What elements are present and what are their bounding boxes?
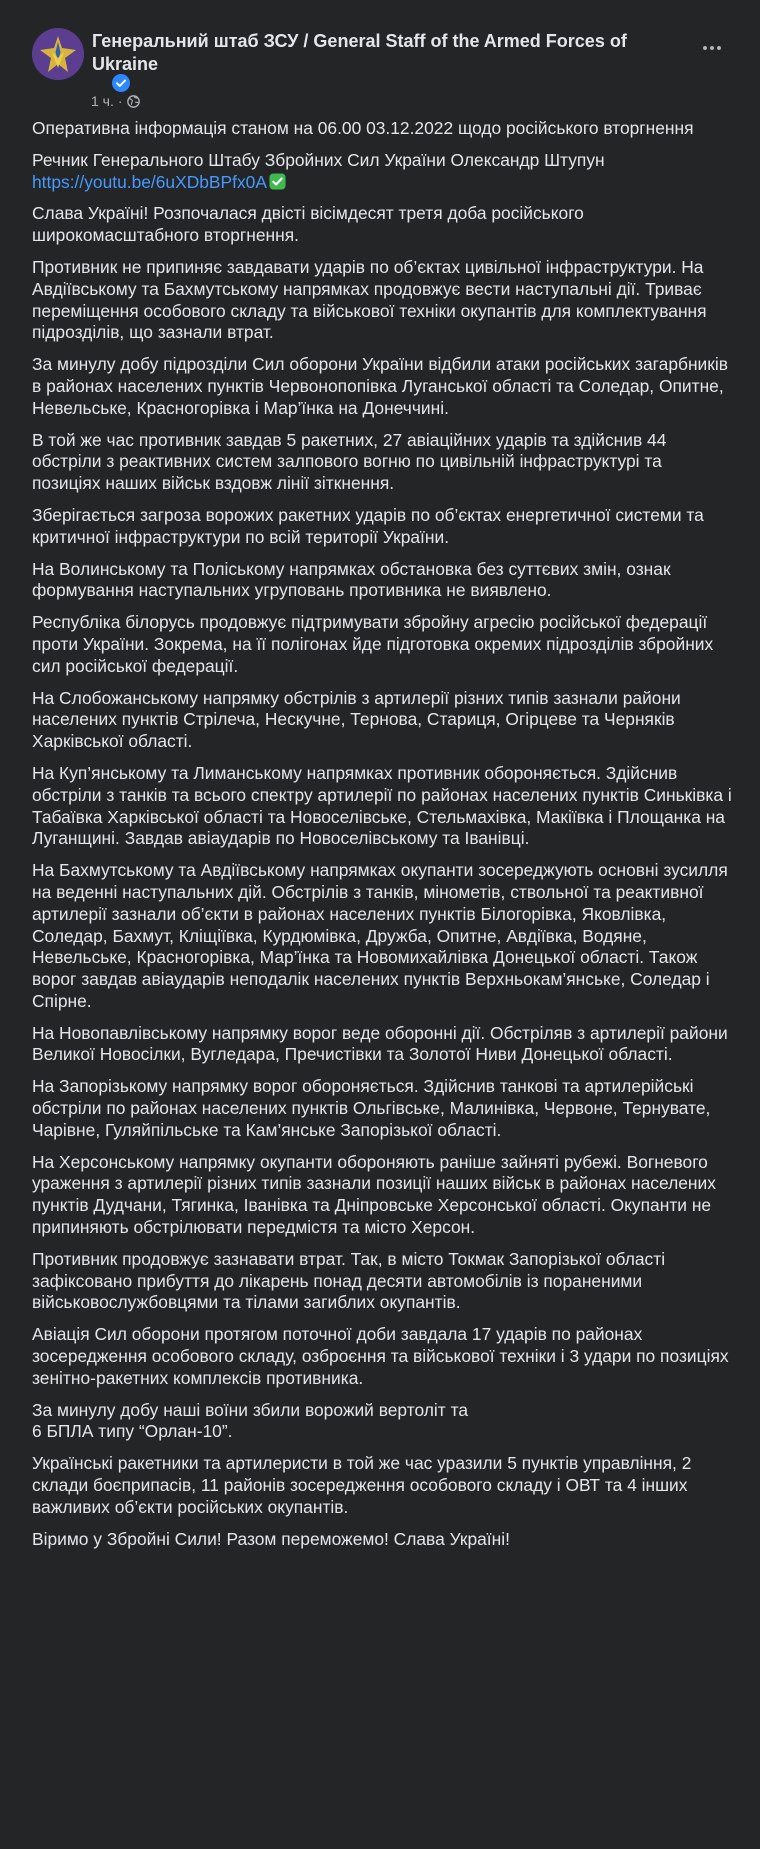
post-paragraph: В той же час противник завдав 5 ракетних, 27 авіаційних ударів та здійснив 44 обстріли з реактивних систем залпового вогню по цивільній інфраструктурі та позиціях наших військ вздовж лінії зіткнення. xyxy=(32,429,667,494)
youtube-link[interactable]: https://youtu.be/6uXDbBPfx0A xyxy=(32,171,267,192)
post-paragraph: На Волинському та Поліському напрямках обстановка без суттєвих змін, ознак формування наступальних угруповань противника не виявлено. xyxy=(32,558,671,601)
post-paragraph: Зберігається загроза ворожих ракетних ударів по об’єктах енергетичної системи та критичної інфраструктури по всій території України. xyxy=(32,504,704,547)
spokesperson-text: Речник Генерального Штабу Збройних Сил України Олександр Штупун xyxy=(32,149,605,170)
post-paragraph: Слава Україні! Розпочалася двісті вісімдесят третя доба російського широкомасштабного вторгнення. xyxy=(32,203,584,246)
post-paragraph: На Новопавлівському напрямку ворог веде оборонні дії. Обстріляв з артилерії райони Великої Новосілки, Вугледара, Пречистівки та Золотої Ниви Донецької області. xyxy=(32,1022,728,1065)
post-paragraph: На Херсонському напрямку окупанти обороняють раніше зайняті рубежі. Вогневого ураження з артилерії різних типів зазнали позиції наших військ в районах населених пунктів Дудчани, Тягинка, Іванівка та Дніпровське Херсонської області. Окупанти не припиняють обстрілювати передмістя та місто Херсон. xyxy=(32,1151,716,1238)
helicopter-line-2: 6 БПЛА типу “Орлан-10”. xyxy=(32,1421,233,1442)
helicopter-line-1: За минулу добу наші воїни збили ворожий вертоліт та xyxy=(32,1399,469,1420)
post-paragraph: На Куп’янському та Лиманському напрямках противник обороняється. Здійснив обстріли з танків та всього спектру артилерії по районах населених пунктів Синьківка і Табаївка Харківської області та Новоселівське, Стельмахівка, Макіївка і Площанка на Луганщині. Завдав авіаударів по Новоселівському та Іванівці. xyxy=(32,762,732,849)
post-paragraph: На Запорізькому напрямку ворог обороняється. Здійснив танкові та артилерійські обстріли по районах населених пунктів Ольгівське, Малинівка, Червоне, Тернувате, Чарівне, Гуляйпільське та Кам’янське Запорізької області. xyxy=(32,1076,711,1140)
spokesperson-paragraph xyxy=(32,150,732,194)
post-timestamp[interactable]: 1 ч. xyxy=(91,93,114,109)
meta-separator: · xyxy=(117,93,123,109)
helicopter-paragraph xyxy=(32,1400,732,1444)
page-name[interactable]: Генеральний штаб ЗСУ / General Staff of the Armed Forces of Ukraine xyxy=(92,31,627,74)
page-avatar[interactable] xyxy=(32,28,84,80)
verified-badge-icon xyxy=(112,74,130,92)
post-header xyxy=(32,28,732,128)
post-body xyxy=(32,118,732,1560)
post-paragraph: Противник продовжує зазнавати втрат. Так, в місто Токмак Запорізької області зафіксовано прибуття до лікарень понад десяти автомобілів із пораненими військовослужбовцями та тілами загиблих окупантів. xyxy=(32,1248,666,1313)
globe-icon[interactable] xyxy=(127,95,140,108)
post-paragraph: Противник не припиняє завдавати ударів по об’єктах цивільної інфраструктури. На Авдіївському та Бахмутському напрямках продовжує вести наступальні дії. Триває переміщення особового складу та військової техніки окупантів для комплектування підрозділів, що зазнали втрат. xyxy=(32,256,707,343)
post-paragraph: На Слобожанському напрямку обстрілів з артилерії різних типів зазнали райони населених пунктів Стрілеча, Нескучне, Тернова, Стариця, Огірцеве та Черняків Харківської області. xyxy=(32,687,681,752)
closing-paragraph: Віримо у Збройні Сили! Разом переможемо! Слава Україні! xyxy=(32,1528,510,1549)
more-options-icon xyxy=(703,46,707,50)
post-paragraph: За минулу добу підрозділи Сил оборони України відбили атаки російських загарбників в районах населених пунктів Червонопопівка Луганської області та Соледар, Опитне, Невельське, Красногорівка і Мар’їнка на Донеччині. xyxy=(32,354,728,418)
white-check-mark-icon xyxy=(269,173,286,190)
post-paragraph: На Бахмутському та Авдіївському напрямках окупанти зосереджують основні зусилля на веденні наступальних дій. Обстрілів з танків, мінометів, ствольної та реактивної артилерії зазнали об’єкти в районах населених пунктів Білогорівка, Яковлівка, Соледар, Бахмут, Кліщіївка, Курдюмівка, Дружба, Опитне, Авдіївка, Водяне, Невельське, Красногорівка, Мар’їнка та Новомихайлівка Донецької області. Також ворог завдав авіаударів неподалік населених пунктів Верхньокам’янське, Соледар і Спірне. xyxy=(32,860,728,1011)
more-options-button[interactable] xyxy=(692,28,732,68)
post-meta xyxy=(91,92,140,110)
post-paragraph: Авіація Сил оборони протягом поточної доби завдала 17 ударів по районах зосередження особового складу, озброєння та військової техніки і 3 удари по позиціях зенітно-ракетних комплексів противника. xyxy=(32,1324,729,1388)
post-paragraph: Українські ракетники та артилеристи в той же час уразили 5 пунктів управління, 2 склади боєприпасів, 11 районів зосередження особового складу і ОВТ та 4 інших важливих об’єкти російських окупантів. xyxy=(32,1453,692,1517)
ukraine-army-emblem-icon xyxy=(32,28,84,80)
post-paragraph: Республіка білорусь продовжує підтримувати збройну агресію російської федерації проти України. Зокрема, на її полігонах йде підготовка окремих підрозділів збройних сил російської федерації. xyxy=(32,612,714,676)
post-title: Оперативна інформація станом на 06.00 03.12.2022 щодо російського вторгнення xyxy=(32,118,694,138)
